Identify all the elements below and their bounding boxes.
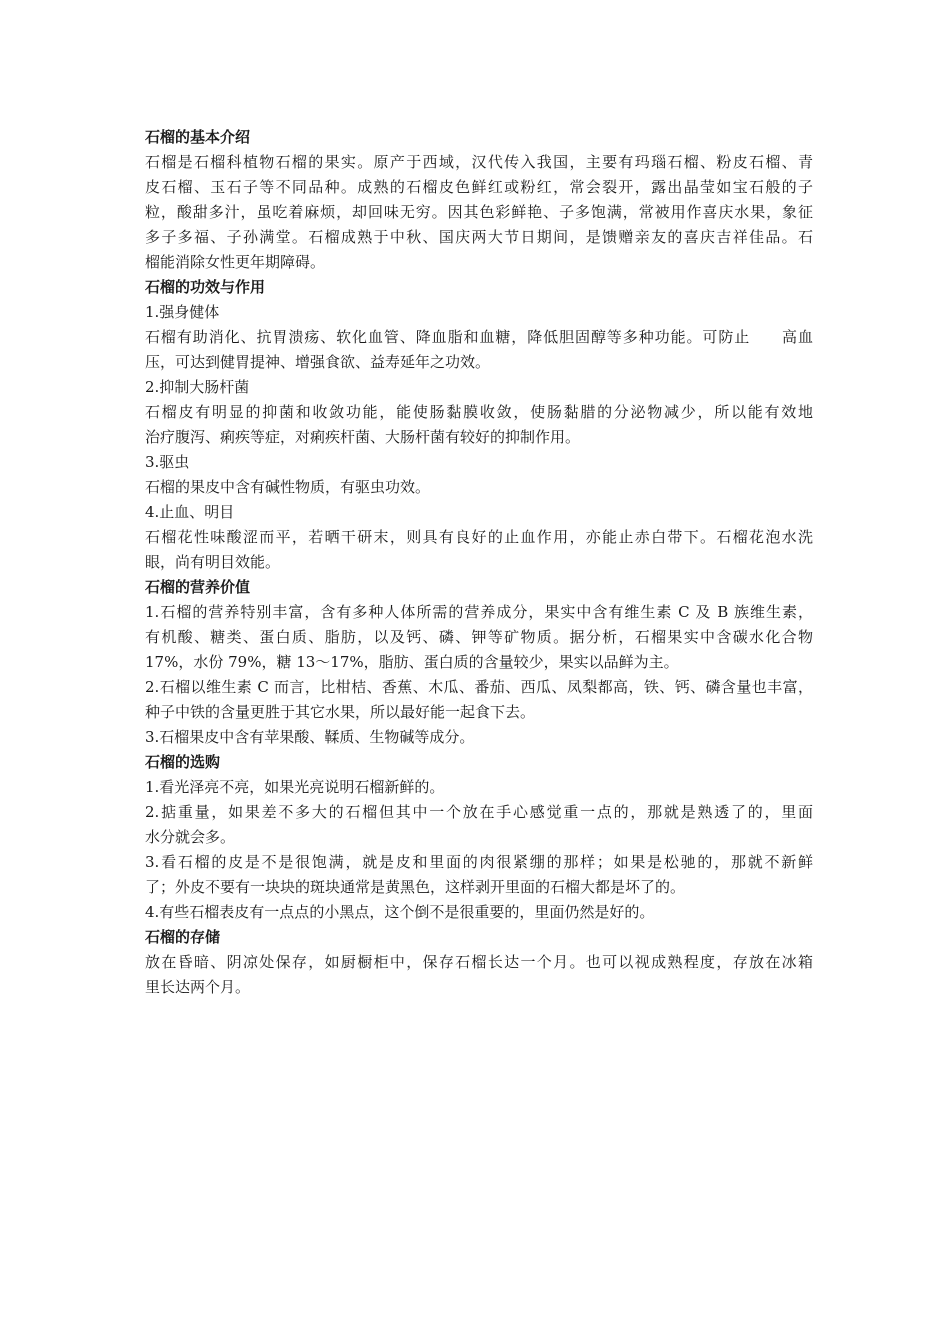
paragraph-line: 治疗腹泻、痢疾等症，对痢疾杆菌、大肠杆菌有较好的抑制作用。 [145,428,581,446]
paragraph-line: 石榴的果皮中含有碱性物质，有驱虫功效。 [145,478,431,496]
paragraph-line: 眼，尚有明目效能。 [145,553,281,571]
paragraph-line: 放在昏暗、阴凉处保存，如厨橱柜中，保存石榴长达一个月。也可以视成熟程度，存放在冰箱 [145,953,813,971]
paragraph-line: 石榴是石榴科植物石榴的果实。原产于西域，汉代传入我国，主要有玛瑙石榴、粉皮石榴、青 [145,153,813,171]
subheading-line: 1.强身健体 [145,303,220,321]
paragraph-line: 水分就会多。 [145,828,236,846]
subheading-line: 4.止血、明目 [145,503,235,521]
paragraph-line: 1.石榴的营养特别丰富，含有多种人体所需的营养成分，果实中含有维生素 C 及 B 族维生素， [145,603,813,621]
paragraph-line: 石榴皮有明显的抑菌和收敛功能，能使肠黏膜收敛，使肠黏腊的分泌物减少，所以能有效地 [145,403,813,421]
paragraph-line: 2.石榴以维生素 C 而言，比柑桔、香蕉、木瓜、番茄、西瓜、凤梨都高，铁、钙、磷含量也丰富， [145,678,813,696]
document-page [145,125,813,1000]
section-heading: 石榴的营养价值 [145,578,251,596]
paragraph-line: 多子多福、子孙满堂。石榴成熟于中秋、国庆两大节日期间，是馈赠亲友的喜庆吉祥佳品。石 [145,228,813,246]
subheading-line: 2.抑制大肠杆菌 [145,378,250,396]
paragraph-line: 3.看石榴的皮是不是很饱满，就是皮和里面的肉很紧绷的那样；如果是松驰的，那就不新鲜 [145,853,813,871]
paragraph-line: 了；外皮不要有一块块的斑块通常是黄黑色，这样剥开里面的石榴大都是坏了的。 [145,878,686,896]
paragraph-line: 17%，水份 79%，糖 13～17%，脂肪、蛋白质的含量较少，果实以品鲜为主。 [145,653,679,671]
paragraph-line: 里长达两个月。 [145,978,251,996]
subheading-line: 3.驱虫 [145,453,190,471]
paragraph-line: 粒，酸甜多汁，虽吃着麻烦，却回味无穷。因其色彩鲜艳、子多饱满，常被用作喜庆水果，象征 [145,203,813,221]
paragraph-line: 种子中铁的含量更胜于其它水果，所以最好能一起食下去。 [145,703,536,721]
section-heading: 石榴的选购 [145,753,221,771]
section-heading: 石榴的功效与作用 [145,278,266,296]
paragraph-line: 2.掂重量，如果差不多大的石榴但其中一个放在手心感觉重一点的，那就是熟透了的，里面 [145,803,813,821]
section-heading: 石榴的基本介绍 [145,128,251,146]
paragraph-line: 4.有些石榴表皮有一点点的小黑点，这个倒不是很重要的，里面仍然是好的。 [145,903,655,921]
paragraph-line: 有机酸、糖类、蛋白质、脂肪，以及钙、磷、钾等矿物质。据分析，石榴果实中含碳水化合物 [145,628,813,646]
section-heading: 石榴的存储 [145,928,221,946]
paragraph-line: 压，可达到健胃提神、增强食欲、益寿延年之功效。 [145,353,491,371]
paragraph-line: 1.看光泽亮不亮，如果光亮说明石榴新鲜的。 [145,778,445,796]
paragraph-line: 榴能消除女性更年期障碍。 [145,253,326,271]
paragraph-line: 石榴有助消化、抗胃溃疡、软化血管、降血脂和血糖，降低胆固醇等多种功能。可防止 高血 [145,328,813,346]
paragraph-line: 石榴花性味酸涩而平，若晒干研末，则具有良好的止血作用，亦能止赤白带下。石榴花泡水洗 [145,528,813,546]
paragraph-line: 皮石榴、玉石子等不同品种。成熟的石榴皮色鲜红或粉红，常会裂开，露出晶莹如宝石般的子 [145,178,813,196]
paragraph-line: 3.石榴果皮中含有苹果酸、鞣质、生物碱等成分。 [145,728,475,746]
